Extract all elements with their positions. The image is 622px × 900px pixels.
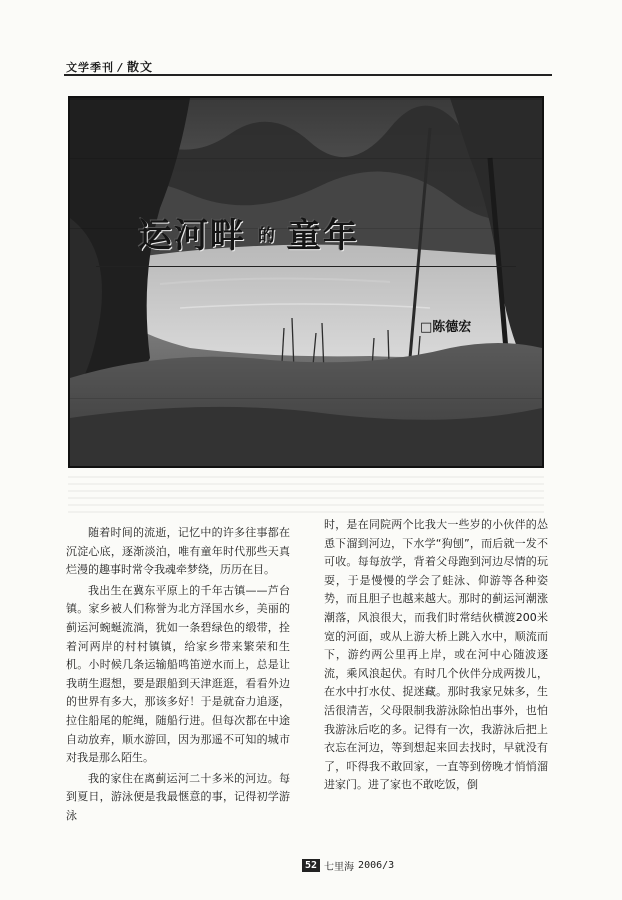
left-column	[66, 524, 290, 826]
title-rule	[96, 266, 516, 267]
page-footer	[302, 858, 394, 873]
title-part-1: 运河畔	[138, 216, 246, 256]
left-paragraph-1: 随着时间的流逝，记忆中的许多往事都在沉淀心底，逐渐淡泊，唯有童年时代那些天真烂漫的趣事时常令我魂牵梦绕，历历在目。	[66, 526, 290, 577]
right-paragraph-1: 时，是在同院两个比我大一些岁的小伙伴的怂恿下溜到河边，下水学“狗刨”，而后就一发不可收。每每放学，背着父母跑到河边尽情的玩耍，于是慢慢的学会了蛙泳、仰游等各种姿势，而且胆子也越来越大。那时的蓟运河潮涨潮落，风浪很大，而我们时常结伙横渡200米宽的河面，或从上游大桥上跳入水中，顺流而下，游约两公里再上岸，或在河中心随波逐流，乘风浪起伏。有时几个伙伴分成两拨儿，在水中打水仗、捉迷藏。那时我家兄妹多，生活很清苦，父母限制我游泳除怕出事外，也怕我游泳后吃的多。记得有一次，我游泳后把上衣忘在河边，等到想起来回去找时，早就没有了，吓得我不敢回家，一直等到傍晚才悄悄溜进家门。进了家也不敢吃饭，倒	[324, 518, 548, 792]
left-paragraph-3: 我的家住在离蓟运河二十多米的河边。每到夏日，游泳便是我最惬意的事，记得初学游泳	[66, 771, 290, 822]
page-header	[66, 58, 153, 75]
article-title	[138, 208, 359, 257]
title-part-2: 的	[258, 226, 275, 246]
author-byline: □陈德宏	[420, 320, 472, 335]
section-name: 散文	[127, 60, 154, 74]
page-number: 52	[302, 859, 320, 872]
bleed-through-band	[68, 476, 544, 516]
header-rule	[64, 74, 552, 76]
riverbank-photo-graphic	[70, 98, 542, 466]
right-column	[324, 516, 548, 795]
header-separator: /	[118, 61, 124, 74]
magazine-name: 文学季刊	[66, 61, 114, 74]
journal-name: 七里海	[324, 862, 355, 873]
issue-number: 2006/3	[358, 860, 395, 871]
title-part-3: 童年	[287, 216, 359, 256]
left-paragraph-2: 我出生在冀东平原上的千年古镇——芦台镇。家乡被人们称誉为北方泽国水乡，美丽的蓟运河蜿蜒流淌，犹如一条碧绿色的缎带，拴着河两岸的村村镇镇，给家乡带来繁荣和生机。小时候几条运输船鸣笛逆水而上，总是让我萌生遐想，要是跟船到天津逛逛，看看外边的世界有多大，那该多好！于是就奋力追逐，拉住船尾的舵绳，随船行进。但每次都在中途自动放弃，顺水游回，因为那遥不可知的城市对我是那么陌生。	[66, 583, 290, 765]
article-photo	[68, 96, 544, 468]
